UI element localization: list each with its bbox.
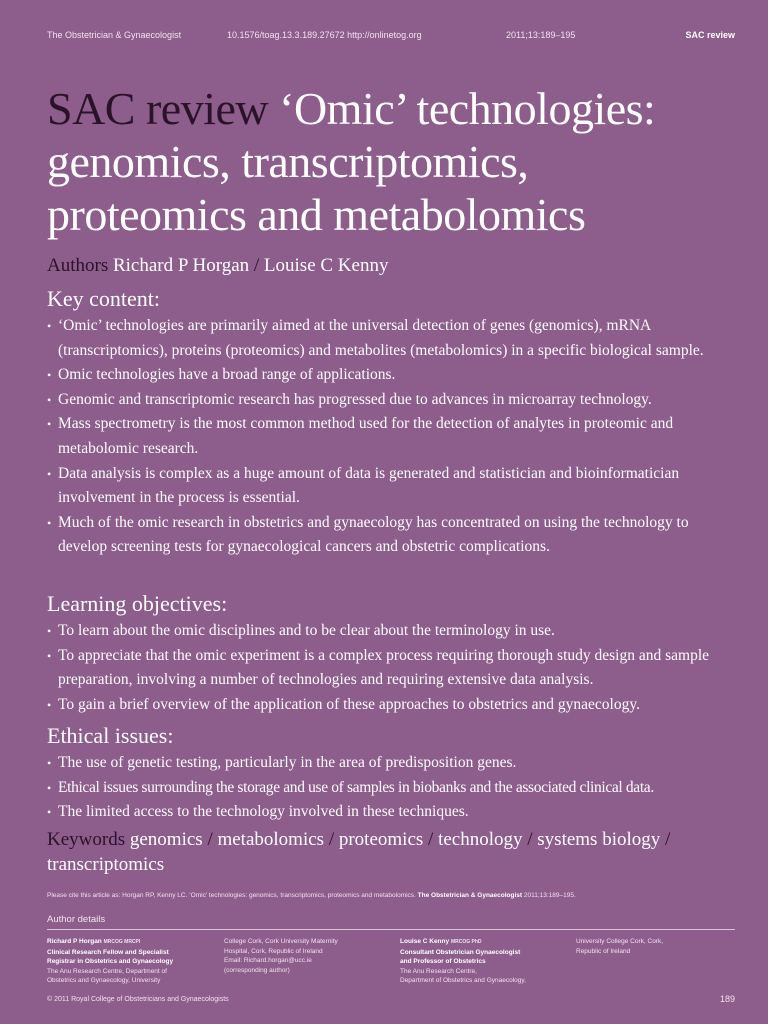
learning-objectives-heading: Learning objectives:	[47, 591, 228, 616]
author-detail-affiliation: Department of Obstetrics and Gynaecology,	[400, 977, 526, 984]
ethical-issues-section	[47, 723, 737, 825]
key-content-heading: Key content:	[47, 286, 161, 311]
keyword-separator: /	[324, 829, 339, 850]
citation-note	[47, 892, 737, 899]
citation-note-ref: 2011;13:189–195.	[523, 892, 576, 899]
author-detail-note: (corresponding author)	[224, 966, 290, 974]
keyword: transcriptomics	[47, 854, 165, 875]
learning-objectives-list	[47, 619, 737, 717]
keyword: systems biology	[537, 829, 661, 850]
list-item: • Data analysis is complex as a huge amount of data is generated and statistician and bioinformatician involvement in the process is essential.	[47, 462, 737, 511]
list-item: • Ethical issues surrounding the storage and use of samples in biobanks and the associated clinical data.	[47, 776, 737, 801]
author-detail-affiliation: University College Cork, Cork,	[576, 938, 664, 945]
section-label: SAC review	[685, 30, 735, 40]
list-item: • Omic technologies have a broad range of applications.	[47, 363, 737, 388]
author-detail-name: Louise C Kenny	[400, 938, 450, 945]
keyword-separator: /	[202, 829, 218, 850]
author-details-1a	[47, 937, 212, 986]
list-item: • The use of genetic testing, particularly in the area of predisposition genes.	[47, 751, 737, 776]
ethical-issues-list	[47, 751, 737, 825]
list-item: • Much of the omic research in obstetrics and gynaecology has concentrated on using the technology to develop screening tests for gynaecological cancers and obstetric complications.	[47, 511, 737, 560]
running-head	[47, 30, 735, 44]
keywords-line	[47, 827, 737, 877]
keyword-separator: /	[660, 829, 671, 850]
title-prefix: SAC review	[47, 83, 269, 134]
journal-name: The Obstetrician & Gynaecologist	[47, 30, 182, 40]
keyword: genomics	[129, 829, 203, 850]
keyword: metabolomics	[217, 829, 325, 850]
author-detail-role: Clinical Research Fellow and Specialist	[47, 948, 169, 956]
title-main: ‘Omic’ technologies: genomics, transcriptomics, proteomics and metabolomics	[47, 83, 656, 240]
author-detail-quals: MRCOG MRCPI	[103, 939, 141, 945]
issue-citation: 2011;13:189–195	[506, 30, 576, 40]
author-detail-affiliation: Obstetrics and Gynaecology, University	[47, 977, 161, 984]
keyword-separator: /	[522, 829, 538, 850]
list-item: • The limited access to the technology involved in these techniques.	[47, 800, 737, 825]
authors-line	[47, 255, 388, 277]
keywords-label: Keywords	[47, 829, 126, 850]
author-details-2a	[400, 937, 565, 986]
citation-note-journal: The Obstetrician & Gynaecologist	[417, 892, 523, 899]
copyright-notice: © 2011 Royal College of Obstetricians and Gynaecologists	[47, 996, 229, 1003]
author-detail-role: and Professor of Obstetrics	[400, 958, 486, 965]
author-detail-affiliation: The Anu Research Centre, Department of	[47, 967, 167, 975]
list-item: • To appreciate that the omic experiment is a complex process requiring thorough study design and sample preparation, involving a number of technologies and requiring extensive data analysis.	[47, 644, 737, 693]
authors-label: Authors	[47, 255, 109, 276]
author-detail-role: Consultant Obstetrician Gynaecologist	[400, 948, 521, 956]
keyword: proteomics	[338, 829, 424, 850]
author-detail-affiliation: Republic of Ireland	[576, 947, 631, 955]
author-detail-affiliation: Hospital, Cork, Republic of Ireland	[224, 947, 323, 955]
author-detail-affiliation: The Anu Research Centre,	[400, 967, 477, 975]
author-name-2: Louise C Kenny	[263, 255, 389, 276]
key-content-section	[47, 286, 737, 560]
list-item: • Genomic and transcriptomic research has progressed due to advances in microarray technology.	[47, 388, 737, 413]
author-detail-name: Richard P Horgan	[47, 938, 102, 945]
divider	[47, 929, 735, 930]
page-number: 189	[719, 994, 735, 1004]
key-content-list	[47, 314, 737, 560]
article-title	[47, 82, 737, 241]
list-item: • To learn about the omic disciplines and to be clear about the terminology in use.	[47, 619, 737, 644]
list-item: • ‘Omic’ technologies are primarily aimed at the universal detection of genes (genomics), mRNA (transcriptomics), proteins (proteomics) and metabolites (metabolomics) in a specific biological sample.	[47, 314, 737, 363]
author-detail-affiliation: College Cork, Cork University Maternity	[224, 938, 338, 945]
keyword: technology	[438, 829, 523, 850]
author-details-1b	[224, 937, 374, 975]
author-separator: /	[249, 255, 264, 276]
ethical-issues-heading: Ethical issues:	[47, 723, 174, 748]
author-detail-role: Registrar in Obstetrics and Gynaecology	[47, 958, 174, 965]
author-details-2b	[576, 937, 726, 956]
author-name-1: Richard P Horgan	[112, 255, 250, 276]
learning-objectives-section	[47, 591, 737, 717]
doi-url[interactable]: 10.1576/toag.13.3.189.27672 http://onlinetog.org	[227, 30, 422, 40]
author-detail-quals: MRCOG PhD	[450, 939, 482, 945]
citation-note-text: Please cite this article as: Horgan RP, Kenny LC. ‘Omic’ technologies: genomics, transcriptomics, proteomics and metabolomics.	[47, 892, 416, 899]
keyword-separator: /	[423, 829, 439, 850]
list-item: • To gain a brief overview of the application of these approaches to obstetrics and gynaecology.	[47, 693, 737, 718]
author-details-label: Author details	[47, 914, 106, 925]
list-item: • Mass spectrometry is the most common method used for the detection of analytes in proteomic and metabolomic research.	[47, 412, 737, 461]
author-detail-email[interactable]: Email: Richard.horgan@ucc.ie	[224, 957, 312, 964]
